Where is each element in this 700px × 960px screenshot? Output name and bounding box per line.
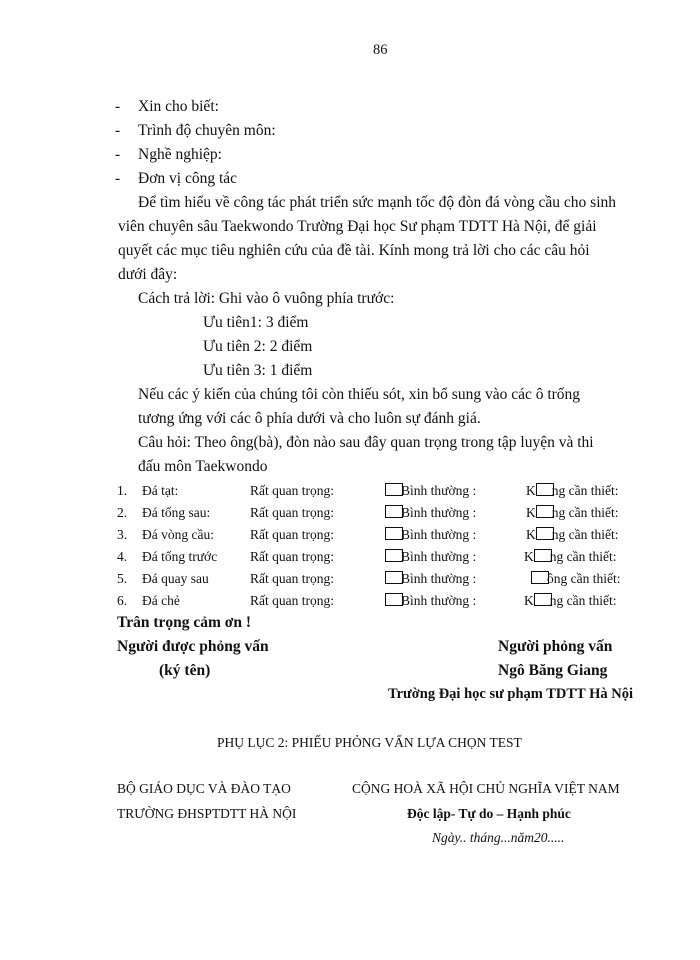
row-number: 4. <box>117 549 128 564</box>
row-number: 2. <box>117 505 128 520</box>
supplement-line: Nếu các ý kiến của chúng tôi còn thiếu sót, xin bổ sung vào các ô trống <box>138 386 581 403</box>
option-normal: Bình thường : <box>385 483 476 499</box>
school-name: TRƯỜNG ĐHSPTDTT HÀ NỘI <box>117 806 297 821</box>
appendix-title: PHỤ LỤC 2: PHIẾU PHỎNG VẤN LỰA CHỌN TEST <box>217 735 522 750</box>
row-number: 5. <box>117 571 128 586</box>
ministry-name: BỘ GIÁO DỤC VÀ ĐÀO TẠO <box>117 781 291 796</box>
option-normal: Bình thường : <box>385 549 476 565</box>
bullet-dash: - <box>115 98 121 115</box>
national-motto: Độc lập- Tự do – Hạnh phúc <box>407 806 571 821</box>
question-line: Câu hỏi: Theo ông(bà), đòn nào sau đây quan trọng trong tập luyện và thi <box>138 434 594 451</box>
info-item-workplace: Đơn vị công tác <box>138 170 238 187</box>
supplement-line: tương ứng với các ô phía dưới và cho luôn sự đánh giá. <box>138 410 481 427</box>
option-very-important: Rất quan trọng: <box>250 483 334 498</box>
row-number: 6. <box>117 593 128 608</box>
intro-line: dưới đây: <box>118 266 178 283</box>
republic-name: CỘNG HOÀ XÃ HỘI CHỦ NGHĨA VIỆT NAM <box>352 781 620 796</box>
option-not-necessary: K ng cần thiết: <box>526 527 619 542</box>
option-normal: Bình thường : <box>385 527 476 543</box>
option-normal: Bình thường : <box>385 571 476 587</box>
priority-1: Ưu tiên1: 3 điểm <box>203 314 309 331</box>
institution-name: Trường Đại học sư phạm TDTT Hà Nội <box>388 686 633 702</box>
kick-name: Đá tống trước <box>142 549 218 564</box>
kick-name: Đá tạt: <box>142 483 179 498</box>
option-very-important: Rất quan trọng: <box>250 549 334 564</box>
kick-name: Đá quay sau <box>142 571 209 586</box>
option-not-necessary: K ng cần thiết: <box>524 593 617 608</box>
intro-line: viên chuyên sâu Taekwondo Trường Đại học Sư phạm TDTT Hà Nội, để giải <box>118 218 597 235</box>
interviewer-label: Người phỏng vấn <box>498 638 613 655</box>
option-very-important: Rất quan trọng: <box>250 571 334 586</box>
page-number: 86 <box>373 42 388 58</box>
signature-note: (ký tên) <box>159 662 211 679</box>
date-line: Ngày.. tháng...năm20..... <box>432 830 565 845</box>
info-item-occupation: Nghề nghiệp: <box>138 146 222 163</box>
option-very-important: Rất quan trọng: <box>250 593 334 608</box>
info-item-qualification: Trình độ chuyên môn: <box>138 122 276 139</box>
priority-2: Ưu tiên 2: 2 điểm <box>203 338 313 355</box>
row-number: 3. <box>117 527 128 542</box>
option-not-necessary: K ng cần thiết: <box>526 483 619 498</box>
option-very-important: Rất quan trọng: <box>250 527 334 542</box>
intro-line: quyết các mục tiêu nghiên cứu của đề tài. Kính mong trả lời cho các câu hỏi <box>118 242 590 259</box>
option-not-necessary: ông cần thiết: <box>531 571 620 587</box>
question-line: đấu môn Taekwondo <box>138 458 268 475</box>
option-normal: Bình thường : <box>385 593 476 609</box>
option-not-necessary: K ng cần thiết: <box>524 549 617 564</box>
interviewee-label: Người được phỏng vấn <box>117 638 269 655</box>
bullet-dash: - <box>115 146 121 163</box>
option-normal: Bình thường : <box>385 505 476 521</box>
priority-3: Ưu tiên 3: 1 điểm <box>203 362 313 379</box>
row-number: 1. <box>117 483 128 498</box>
interviewer-name: Ngô Băng Giang <box>498 662 608 679</box>
kick-name: Đá tống sau: <box>142 505 211 520</box>
option-not-necessary: K ng cần thiết: <box>526 505 619 520</box>
thanks-text: Trân trọng cảm ơn ! <box>117 614 252 631</box>
bullet-dash: - <box>115 122 121 139</box>
kick-name: Đá chẻ <box>142 593 180 608</box>
option-very-important: Rất quan trọng: <box>250 505 334 520</box>
kick-name: Đá vòng cầu: <box>142 527 214 542</box>
info-item-request: Xin cho biết: <box>138 98 219 115</box>
bullet-dash: - <box>115 170 121 187</box>
intro-line: Để tìm hiểu về công tác phát triển sức mạnh tốc độ đòn đá vòng cầu cho sinh <box>138 194 617 211</box>
answer-method: Cách trả lời: Ghi vào ô vuông phía trước: <box>138 290 395 307</box>
